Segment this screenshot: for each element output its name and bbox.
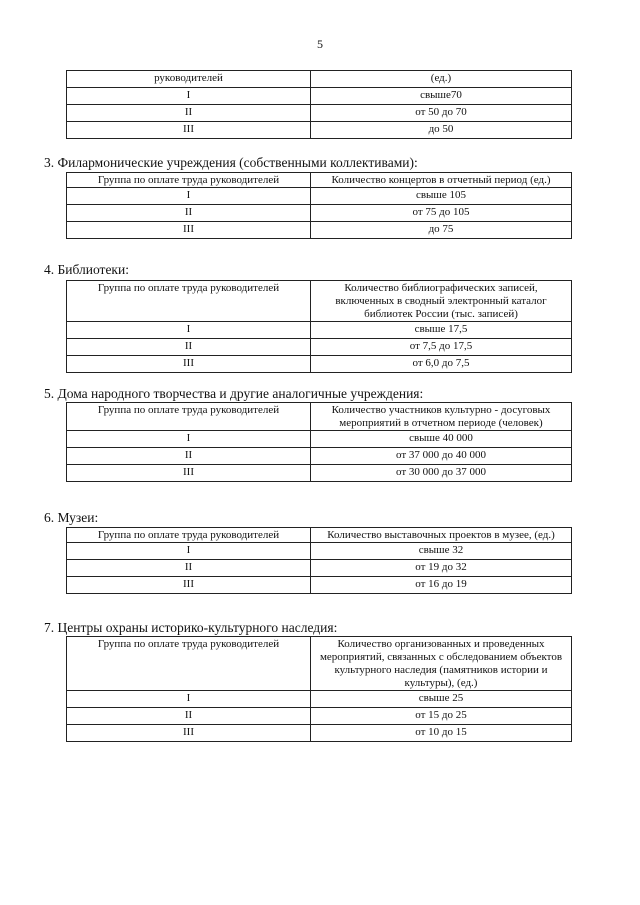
group-cell: I (67, 188, 311, 205)
data-table (66, 70, 572, 139)
group-cell: II (67, 205, 311, 222)
header-cell-criterion: Количество участников культурно - досуговых мероприятий в отчетном периоде (человек) (311, 403, 572, 431)
group-cell: III (67, 577, 311, 594)
group-cell: II (67, 105, 311, 122)
section-table-folk-houses (66, 402, 571, 482)
table-row (67, 708, 572, 725)
table-row (67, 725, 572, 742)
value-cell: от 30 000 до 37 000 (311, 465, 572, 482)
section-table-libraries (66, 280, 571, 373)
data-table (66, 172, 572, 239)
table-row (67, 691, 572, 708)
section-table-philharmonic (66, 172, 571, 239)
value-cell: от 10 до 15 (311, 725, 572, 742)
value-cell: от 7,5 до 17,5 (311, 339, 572, 356)
header-cell-group: Группа по оплате труда руководителей (67, 637, 311, 691)
table-row (67, 560, 572, 577)
table-header-row (67, 281, 572, 322)
header-cell-group: Группа по оплате труда руководителей (67, 528, 311, 543)
section-title: 6. Музеи: (44, 510, 99, 525)
table-row (67, 205, 572, 222)
header-cell-group: Группа по оплате труда руководителей (67, 173, 311, 188)
table-row (67, 222, 572, 239)
data-table (66, 402, 572, 482)
group-cell: III (67, 122, 311, 139)
section-table-heritage-centers (66, 636, 571, 742)
table-row (67, 322, 572, 339)
table-continued (66, 70, 571, 139)
table-header-row (67, 403, 572, 431)
group-cell: III (67, 725, 311, 742)
group-cell: I (67, 543, 311, 560)
table-row (67, 543, 572, 560)
value-cell: от 16 до 19 (311, 577, 572, 594)
group-cell: II (67, 560, 311, 577)
table-header-row (67, 173, 572, 188)
section-title: 4. Библиотеки: (44, 262, 129, 277)
value-cell: от 19 до 32 (311, 560, 572, 577)
table-row (67, 88, 572, 105)
data-table (66, 280, 572, 373)
value-cell: до 50 (311, 122, 572, 139)
header-cell-criterion: Количество выставочных проектов в музее, (ед.) (311, 528, 572, 543)
value-cell: свыше 17,5 (311, 322, 572, 339)
page-number: 5 (317, 37, 323, 51)
data-table (66, 636, 572, 742)
group-cell: II (67, 339, 311, 356)
group-cell: I (67, 691, 311, 708)
header-cell-group: Группа по оплате труда руководителей (67, 281, 311, 322)
table-row (67, 122, 572, 139)
group-cell: III (67, 222, 311, 239)
group-cell: II (67, 448, 311, 465)
header-cell-criterion: Количество концертов в отчетный период (ед.) (311, 173, 572, 188)
group-cell: I (67, 322, 311, 339)
table-row (67, 577, 572, 594)
value-cell: от 37 000 до 40 000 (311, 448, 572, 465)
value-cell: от 50 до 70 (311, 105, 572, 122)
table-row (67, 105, 572, 122)
group-cell: I (67, 88, 311, 105)
section-table-museums (66, 527, 571, 594)
value-cell: от 75 до 105 (311, 205, 572, 222)
value-cell: от 15 до 25 (311, 708, 572, 725)
header-cell-criterion: (ед.) (311, 71, 572, 88)
header-cell-group: Группа по оплате труда руководителей (67, 403, 311, 431)
table-row (67, 356, 572, 373)
value-cell: свыше 25 (311, 691, 572, 708)
section-title: 5. Дома народного творчества и другие аналогичные учреждения: (44, 386, 424, 401)
table-row (67, 339, 572, 356)
table-row (67, 448, 572, 465)
table-row (67, 431, 572, 448)
table-header-row (67, 528, 572, 543)
table-header-row (67, 637, 572, 691)
value-cell: свыше 105 (311, 188, 572, 205)
value-cell: свыше 32 (311, 543, 572, 560)
group-cell: I (67, 431, 311, 448)
table-header-row (67, 71, 572, 88)
section-title: 7. Центры охраны историко-культурного наследия: (44, 620, 338, 635)
group-cell: II (67, 708, 311, 725)
value-cell: свыше 40 000 (311, 431, 572, 448)
header-cell-criterion: Количество организованных и проведенных мероприятий, связанных с обследованием объектов культурного наследия (памятников истории и культуры), (ед.) (311, 637, 572, 691)
table-row (67, 465, 572, 482)
value-cell: от 6,0 до 7,5 (311, 356, 572, 373)
table-row (67, 188, 572, 205)
section-title: 3. Филармонические учреждения (собственными коллективами): (44, 155, 418, 170)
header-cell-criterion: Количество библиографических записей, включенных в сводный электронный каталог библиотек России (тыс. записей) (311, 281, 572, 322)
value-cell: до 75 (311, 222, 572, 239)
data-table (66, 527, 572, 594)
group-cell: III (67, 465, 311, 482)
group-cell: III (67, 356, 311, 373)
value-cell: свыше70 (311, 88, 572, 105)
header-cell-group: руководителей (67, 71, 311, 88)
